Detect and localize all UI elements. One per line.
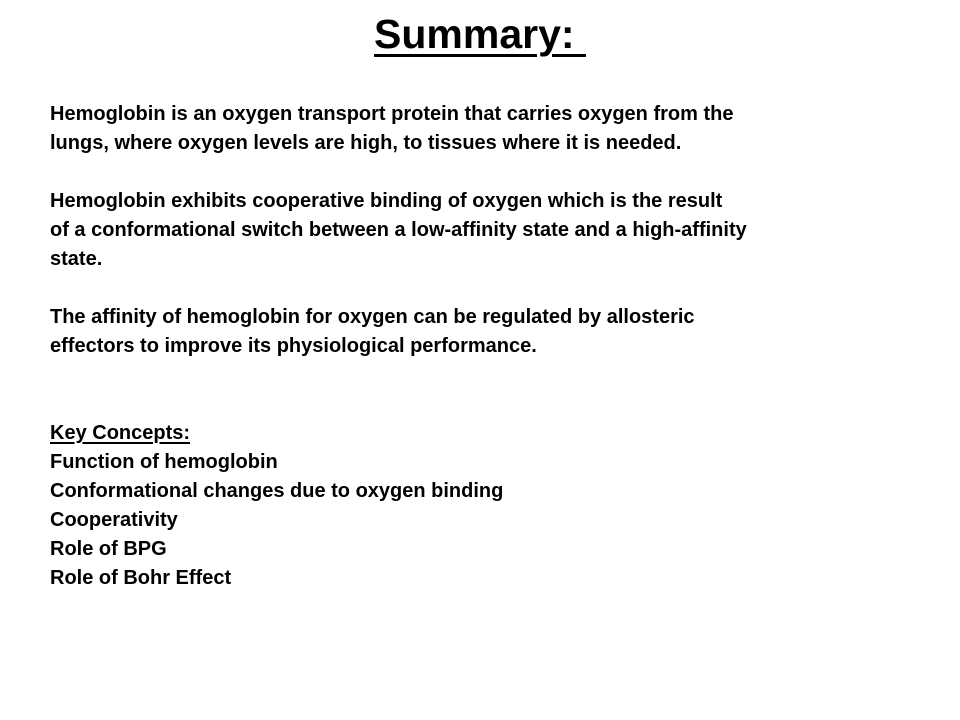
summary-body [50, 100, 930, 593]
spacer [50, 390, 930, 419]
list-item: Cooperativity [50, 509, 178, 531]
paragraph-line: Hemoglobin exhibits cooperative binding of oxygen which is the result [50, 190, 723, 212]
paragraph-allosteric-regulation [50, 303, 930, 361]
page-title: Summary: [374, 11, 586, 57]
paragraph-line: lungs, where oxygen levels are high, to tissues where it is needed. [50, 132, 682, 154]
paragraph-line: Hemoglobin is an oxygen transport protein that carries oxygen from the [50, 103, 734, 125]
list-item: Role of Bohr Effect [50, 567, 232, 589]
list-item: Role of BPG [50, 538, 167, 560]
list-item: Conformational changes due to oxygen binding [50, 480, 504, 502]
paragraph-line: state. [50, 248, 103, 270]
list-item: Function of hemoglobin [50, 451, 278, 473]
paragraph-cooperative-binding [50, 187, 930, 274]
key-concepts-list [50, 448, 930, 593]
paragraph-line: of a conformational switch between a low-affinity state and a high-affinity [50, 219, 747, 241]
key-concepts-section [50, 419, 930, 593]
paragraph-line: effectors to improve its physiological performance. [50, 335, 537, 357]
key-concepts-heading: Key Concepts: [50, 422, 191, 444]
paragraph-hemoglobin-function [50, 100, 930, 158]
paragraph-line: The affinity of hemoglobin for oxygen can be regulated by allosteric [50, 306, 695, 328]
